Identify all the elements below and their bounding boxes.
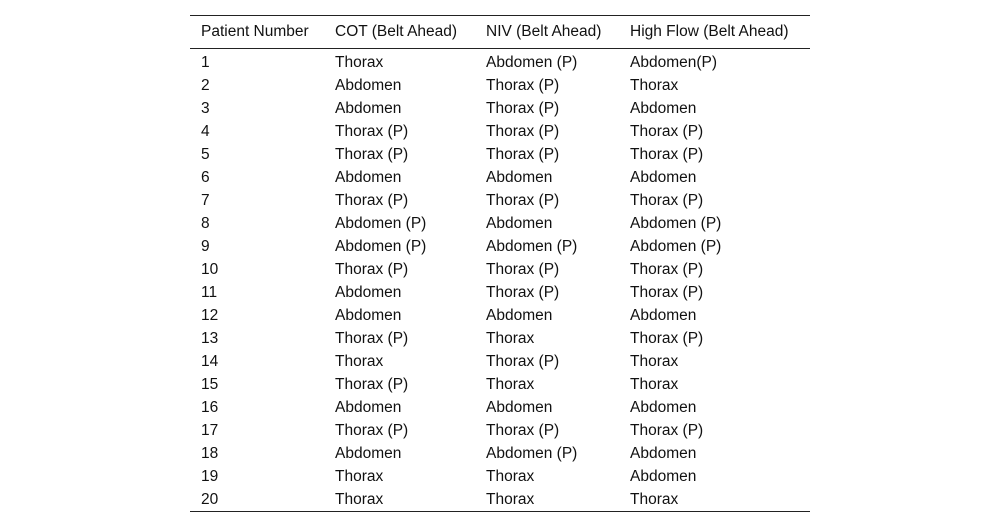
table-row bbox=[190, 97, 810, 120]
cot-cell: Abdomen (P) bbox=[335, 214, 427, 232]
high-flow-cell: Abdomen bbox=[630, 398, 697, 416]
niv-cell: Thorax (P) bbox=[486, 122, 560, 140]
patient-number-cell: 1 bbox=[201, 53, 210, 71]
patient-number-cell: 7 bbox=[201, 191, 210, 209]
cot-cell: Thorax (P) bbox=[335, 145, 409, 163]
high-flow-cell: Abdomen bbox=[630, 444, 697, 462]
patient-number-cell: 14 bbox=[201, 352, 219, 370]
table-row bbox=[190, 304, 810, 327]
patient-number-cell: 3 bbox=[201, 99, 210, 117]
column-header-cot: COT (Belt Ahead) bbox=[335, 23, 458, 40]
patient-number-cell: 6 bbox=[201, 168, 210, 186]
high-flow-cell: Thorax (P) bbox=[630, 191, 704, 209]
cot-cell: Abdomen bbox=[335, 306, 402, 324]
table-row bbox=[190, 49, 810, 75]
niv-cell: Thorax (P) bbox=[486, 145, 560, 163]
patient-number-cell: 2 bbox=[201, 76, 210, 94]
high-flow-cell: Abdomen bbox=[630, 168, 697, 186]
table-row bbox=[190, 212, 810, 235]
niv-cell: Abdomen bbox=[486, 214, 553, 232]
niv-cell: Thorax bbox=[486, 490, 535, 508]
table-row bbox=[190, 373, 810, 396]
high-flow-cell: Abdomen bbox=[630, 467, 697, 485]
table-header bbox=[190, 16, 810, 49]
patient-number-cell: 5 bbox=[201, 145, 210, 163]
table-row bbox=[190, 120, 810, 143]
table-body bbox=[190, 49, 810, 512]
patient-number-cell: 18 bbox=[201, 444, 219, 462]
belt-position-table bbox=[190, 15, 810, 512]
niv-cell: Thorax (P) bbox=[486, 352, 560, 370]
high-flow-cell: Abdomen (P) bbox=[630, 237, 722, 255]
patient-number-cell: 17 bbox=[201, 421, 219, 439]
high-flow-cell: Thorax bbox=[630, 375, 679, 393]
niv-cell: Abdomen bbox=[486, 306, 553, 324]
cot-cell: Abdomen bbox=[335, 283, 402, 301]
cot-cell: Thorax (P) bbox=[335, 375, 409, 393]
patient-number-cell: 13 bbox=[201, 329, 219, 347]
niv-cell: Abdomen bbox=[486, 398, 553, 416]
cot-cell: Thorax (P) bbox=[335, 191, 409, 209]
table-row bbox=[190, 235, 810, 258]
cot-cell: Thorax (P) bbox=[335, 421, 409, 439]
table-row bbox=[190, 327, 810, 350]
cot-cell: Thorax (P) bbox=[335, 329, 409, 347]
table-row bbox=[190, 258, 810, 281]
niv-cell: Abdomen bbox=[486, 168, 553, 186]
table-row bbox=[190, 143, 810, 166]
niv-cell: Thorax bbox=[486, 375, 535, 393]
patient-number-cell: 16 bbox=[201, 398, 219, 416]
niv-cell: Thorax (P) bbox=[486, 421, 560, 439]
table-row bbox=[190, 396, 810, 419]
niv-cell: Abdomen (P) bbox=[486, 53, 578, 71]
high-flow-cell: Thorax bbox=[630, 76, 679, 94]
column-header-high-flow: High Flow (Belt Ahead) bbox=[630, 23, 789, 40]
high-flow-cell: Thorax (P) bbox=[630, 260, 704, 278]
table-row bbox=[190, 74, 810, 97]
table-row bbox=[190, 465, 810, 488]
belt-position-table-container bbox=[190, 15, 810, 512]
niv-cell: Thorax bbox=[486, 467, 535, 485]
cot-cell: Thorax (P) bbox=[335, 122, 409, 140]
patient-number-cell: 10 bbox=[201, 260, 219, 278]
patient-number-cell: 9 bbox=[201, 237, 210, 255]
patient-number-cell: 8 bbox=[201, 214, 210, 232]
high-flow-cell: Abdomen(P) bbox=[630, 53, 718, 71]
high-flow-cell: Thorax bbox=[630, 352, 679, 370]
niv-cell: Thorax (P) bbox=[486, 191, 560, 209]
cot-cell: Abdomen bbox=[335, 398, 402, 416]
high-flow-cell: Thorax bbox=[630, 490, 679, 508]
cot-cell: Abdomen bbox=[335, 99, 402, 117]
table-row bbox=[190, 488, 810, 512]
column-header-niv: NIV (Belt Ahead) bbox=[486, 23, 602, 40]
high-flow-cell: Abdomen bbox=[630, 306, 697, 324]
cot-cell: Thorax bbox=[335, 490, 384, 508]
niv-cell: Thorax (P) bbox=[486, 260, 560, 278]
table-row bbox=[190, 189, 810, 212]
column-header-patient-number: Patient Number bbox=[201, 23, 309, 40]
high-flow-cell: Thorax (P) bbox=[630, 145, 704, 163]
cot-cell: Abdomen bbox=[335, 444, 402, 462]
cot-cell: Abdomen (P) bbox=[335, 237, 427, 255]
table-row bbox=[190, 281, 810, 304]
patient-number-cell: 19 bbox=[201, 467, 219, 485]
high-flow-cell: Abdomen (P) bbox=[630, 214, 722, 232]
table-row bbox=[190, 166, 810, 189]
niv-cell: Abdomen (P) bbox=[486, 444, 578, 462]
cot-cell: Thorax bbox=[335, 352, 384, 370]
high-flow-cell: Thorax (P) bbox=[630, 329, 704, 347]
patient-number-cell: 20 bbox=[201, 490, 219, 508]
niv-cell: Thorax (P) bbox=[486, 99, 560, 117]
cot-cell: Thorax bbox=[335, 53, 384, 71]
table-row bbox=[190, 350, 810, 373]
patient-number-cell: 11 bbox=[201, 283, 218, 301]
patient-number-cell: 4 bbox=[201, 122, 210, 140]
patient-number-cell: 12 bbox=[201, 306, 219, 324]
cot-cell: Thorax (P) bbox=[335, 260, 409, 278]
table-row bbox=[190, 419, 810, 442]
header-row bbox=[190, 16, 810, 49]
cot-cell: Abdomen bbox=[335, 168, 402, 186]
high-flow-cell: Thorax (P) bbox=[630, 421, 704, 439]
niv-cell: Thorax (P) bbox=[486, 76, 560, 94]
table-row bbox=[190, 442, 810, 465]
high-flow-cell: Abdomen bbox=[630, 99, 697, 117]
cot-cell: Thorax bbox=[335, 467, 384, 485]
patient-number-cell: 15 bbox=[201, 375, 219, 393]
high-flow-cell: Thorax (P) bbox=[630, 283, 704, 301]
niv-cell: Thorax (P) bbox=[486, 283, 560, 301]
cot-cell: Abdomen bbox=[335, 76, 402, 94]
high-flow-cell: Thorax (P) bbox=[630, 122, 704, 140]
niv-cell: Thorax bbox=[486, 329, 535, 347]
niv-cell: Abdomen (P) bbox=[486, 237, 578, 255]
